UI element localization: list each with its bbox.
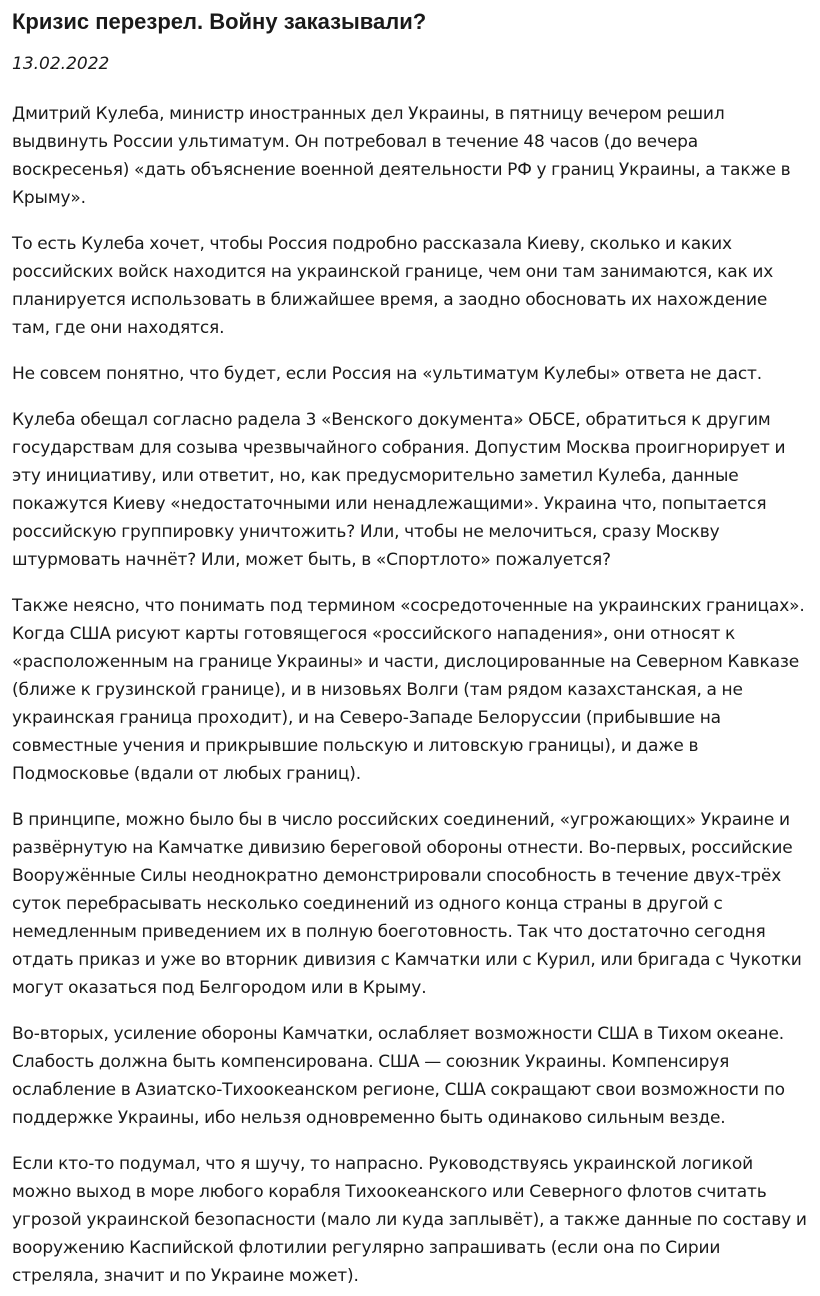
article-paragraph: То есть Кулеба хочет, чтобы Россия подробно рассказала Киеву, сколько и каких российских войск находится на украинской границе, чем они там занимаются, как их планируется использовать в ближайшее время, а заодно обосновать их нахождение там, где они находятся.: [12, 234, 774, 338]
article-paragraph: В принципе, можно было бы в число российских соединений, «угрожающих» Украине и развёрнутую на Камчатке дивизию береговой обороны отнести. Во-первых, российские Вооружённые Силы неоднократно демонстрировали способность в течение двух-трёх суток перебрасывать несколько соединений из одного конца страны в другой с немедленным приведением их в полную боеготовность. Так что достаточно сегодня отдать приказ и уже во вторник дивизия с Камчатки или с Курил, или бригада с Чукотки могут оказаться под Белгородом или в Крыму.: [12, 810, 802, 998]
article-paragraph: Дмитрий Кулеба, министр иностранных дел Украины, в пятницу вечером решил выдвинуть России ультиматум. Он потребовал в течение 48 часов (до вечера воскресенья) «дать объяснение военной деятельности РФ у границ Украины, а также в Крыму».: [12, 104, 791, 208]
article-paragraph: Во-вторых, усиление обороны Камчатки, ослабляет возможности США в Тихом океане. Слабость должна быть компенсирована. США — союзник Украины. Компенсируя ослабление в Азиатско-Тихоокеанском регионе, США сокращают свои возможности по поддержке Украины, ибо нельзя одновременно быть одинаково сильным везде.: [12, 1024, 785, 1128]
article-paragraph: Кулеба обещал согласно радела 3 «Венского документа» ОБСЕ, обратиться к другим государствам для созыва чрезвычайного собрания. Допустим Москва проигнорирует и эту инициативу, или ответит, но, как предусморительно заметил Кулеба, данные покажутся Киеву «недостаточными или ненадлежащими». Украина что, попытается российскую группировку уничтожить? Или, чтобы не мелочиться, сразу Москву штурмовать начнёт? Или, может быть, в «Спортлото» пожалуется?: [12, 410, 786, 570]
article-paragraph: Если кто-то подумал, что я шучу, то напрасно. Руководствуясь украинской логикой можно выход в море любого корабля Тихоокеанского или Северного флотов считать угрозой украинской безопасности (мало ли куда заплывёт), а также данные по составу и вооружению Каспийской флотилии регулярно запрашивать (если она по Сирии стреляла, значит и по Украине может).: [12, 1154, 807, 1286]
article-date: 13.02.2022: [12, 54, 110, 74]
article-paragraph: Также неясно, что понимать под термином «сосредоточенные на украинских границах». Когда США рисуют карты готовящегося «российского нападения», они относят к «расположенным на границе Украины» и части, дислоцированные на Северном Кавказе (ближе к грузинской границе), и в низовьях Волги (там рядом казахстанская, а не украинская граница проходит), и на Северо-Западе Белоруссии (прибывшие на совместные учения и прикрывшие польскую и литовскую границы), и даже в Подмосковье (вдали от любых границ).: [12, 596, 805, 784]
article-title: Кризис перезрел. Войну заказывали?: [12, 9, 427, 34]
article-body: [12, 100, 808, 1290]
article-paragraph: Не совсем понятно, что будет, если Россия на «ультиматум Кулебы» ответа не даст.: [12, 364, 763, 384]
